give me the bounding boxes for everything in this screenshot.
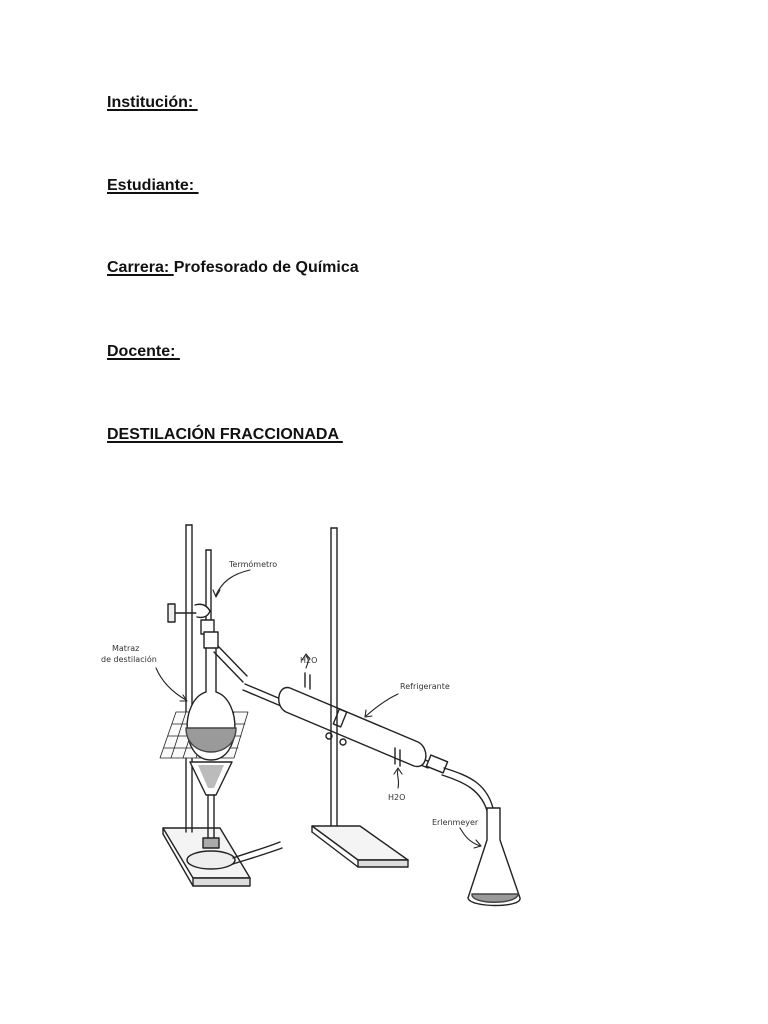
label-h2o-out: H2O xyxy=(300,656,318,665)
field-estudiante xyxy=(107,177,199,195)
label-matraz-line2: de destilación xyxy=(101,655,157,664)
label-refrigerante: Refrigerante xyxy=(400,682,450,691)
adapter xyxy=(426,755,494,814)
field-estudiante-label: Estudiante: xyxy=(107,177,199,194)
field-docente xyxy=(107,343,180,361)
label-erlenmeyer: Erlenmeyer xyxy=(432,818,479,827)
field-carrera-label: Carrera: xyxy=(107,259,174,276)
flask-neck xyxy=(204,632,247,692)
label-matraz-line1: Matraz xyxy=(112,644,140,653)
clamp xyxy=(168,604,214,634)
field-institucion xyxy=(107,94,198,112)
right-stand xyxy=(312,528,408,867)
field-carrera-value: Profesorado de Química xyxy=(173,259,359,276)
distillation-apparatus-diagram xyxy=(95,515,535,925)
field-carrera xyxy=(107,259,359,277)
label-h2o-in: H2O xyxy=(388,793,406,802)
label-termometro: Termómetro xyxy=(229,560,278,569)
distillation-flask xyxy=(186,692,236,760)
document-title: DESTILACIÓN FRACCIONADA xyxy=(107,426,343,443)
field-docente-label: Docente: xyxy=(107,343,180,360)
field-institucion-label: Institución: xyxy=(107,94,198,111)
thermometer xyxy=(206,550,211,630)
left-stand-rod xyxy=(186,525,192,832)
